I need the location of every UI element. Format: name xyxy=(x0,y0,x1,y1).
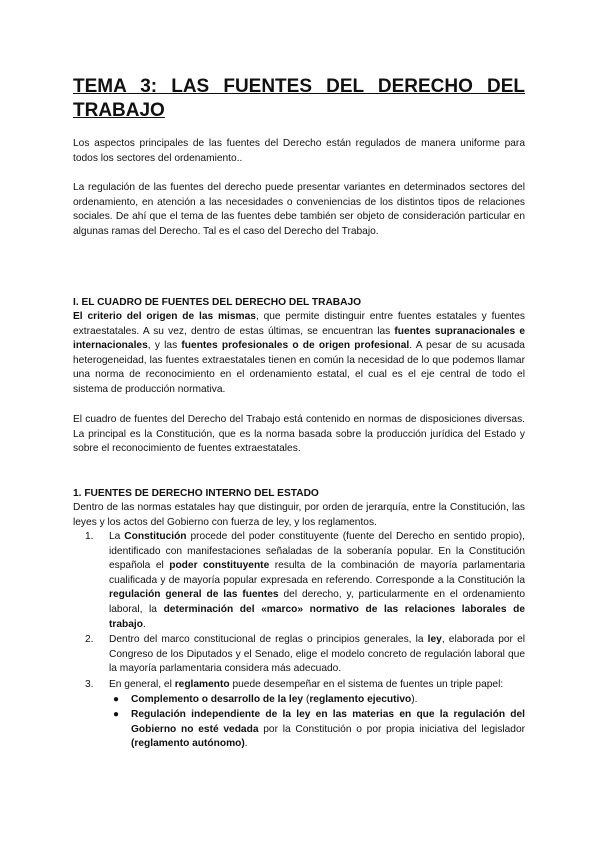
bullet-list xyxy=(109,693,525,752)
bold-text: Complemento o desarrollo de la ley xyxy=(131,693,304,705)
intro-paragraph-1: Los aspectos principales de las fuentes del Derecho están regulados de manera uniforme para todos los sectores del ordenamiento.. xyxy=(73,138,525,164)
bullet-item xyxy=(109,708,525,752)
text: resulta de la combinación de mayoría parlamentaria cualificada y de mayoría popular expresada en referendo. Corresponde a la Constitución la xyxy=(109,560,525,586)
text: La xyxy=(109,531,125,542)
section-2-intro: Dentro de las normas estatales hay que distinguir, por orden de jerarquía, entre la Constitución, las leyes y los actos del Gobierno con fuerza de ley, y los reglamentos. xyxy=(73,502,525,528)
bold-text: determinación del «marco» normativo de las relaciones laborales de trabajo xyxy=(109,603,525,630)
text: . A pesar de su acusada heterogeneidad, las fuentes extraestatales tienen en común la necesidad de lo que podemos llamar una norma de reconocimiento en el ordenamiento estatal, el cual es el eje central de todo el sistema de producción normativa. xyxy=(73,340,525,395)
bullet-item xyxy=(109,693,525,708)
bold-text: poder constituyente xyxy=(169,560,270,572)
text: ). xyxy=(411,693,418,705)
bold-text: (reglamento autónomo) xyxy=(131,738,245,750)
bold-text: reglamento ejecutivo xyxy=(309,693,412,705)
bold-text: regulación general de las fuentes xyxy=(109,589,279,601)
bold-text: fuentes supranacionales e internacionales xyxy=(73,325,525,352)
list-item xyxy=(85,633,525,677)
text: , elaborada por el Congreso de los Diputados y el Senado, elige el modelo concreto de regulación laboral que la mayoría parlamentaria considera más adecuado. xyxy=(109,634,525,675)
bold-text: reglamento xyxy=(174,678,230,690)
list-number: 2. xyxy=(85,634,94,646)
list-item xyxy=(85,530,525,632)
bold-text: fuentes profesionales o de origen profesional xyxy=(181,340,410,352)
text: . xyxy=(142,618,146,630)
section-1-paragraph-1 xyxy=(73,310,525,398)
section-1-paragraph-2: El cuadro de fuentes del Derecho del Trabajo está contenido en normas de disposiciones diversas. La principal es la Constitución, que es la norma basada sobre la producción jurídica del Estado y sobre el reconocimiento de fuentes extraestatales. xyxy=(73,414,525,455)
intro-paragraph-2: La regulación de las fuentes del derecho puede presentar variantes en determinados sectores del ordenamiento, en atención a las necesidades o conveniencias de los distintos tipos de relaciones sociales. De ahí que el tema de las fuentes debe también ser objeto de consideración particular en algunas ramas del Derecho. Tal es el caso del Derecho del Trabajo. xyxy=(73,182,525,237)
text: Dentro del marco constitucional de reglas o principios generales, la xyxy=(109,634,428,646)
bold-text: Constitución xyxy=(124,531,187,542)
text: puede desempeñar en el sistema de fuentes un triple papel: xyxy=(229,678,504,690)
bold-text: Regulación independiente de la ley en las materias en que la regulación del Gobierno no esté vedada xyxy=(131,709,525,735)
ordered-list xyxy=(85,530,525,753)
text: , que permite distinguir entre fuentes estatales y fuentes extraestatales. A su vez, dentro de estas últimas, se encuentran las xyxy=(73,311,525,337)
bold-text: El criterio del origen de las mismas xyxy=(73,311,256,322)
bullet-icon: ● xyxy=(113,709,120,721)
section-1-heading: I. EL CUADRO DE FUENTES DEL DERECHO DEL TRABAJO xyxy=(73,297,362,308)
section-2-heading: 1. FUENTES DE DERECHO INTERNO DEL ESTADO xyxy=(73,488,319,499)
list-number: 1. xyxy=(85,531,94,542)
text: , y las xyxy=(147,340,182,352)
list-number: 3. xyxy=(85,678,94,690)
bullet-icon: ● xyxy=(113,693,120,705)
text: . xyxy=(244,738,248,750)
text: por la Constitución o por propia iniciativa del legislador xyxy=(258,723,525,735)
text: procede del poder constituyente (fuente del Derecho en sentido propio), identificado con manifestaciones señaladas de la soberanía popular. En la Constitución española el xyxy=(109,531,525,572)
list-item xyxy=(85,678,525,752)
text: ( xyxy=(303,693,310,705)
bold-text: ley xyxy=(427,634,442,646)
text: En general, el xyxy=(109,678,175,690)
page-title: TEMA 3: LAS FUENTES DEL DERECHO DEL TRABAJO xyxy=(73,76,525,121)
text: del derecho, y, particularmente en el ordenamiento laboral, la xyxy=(109,589,525,615)
